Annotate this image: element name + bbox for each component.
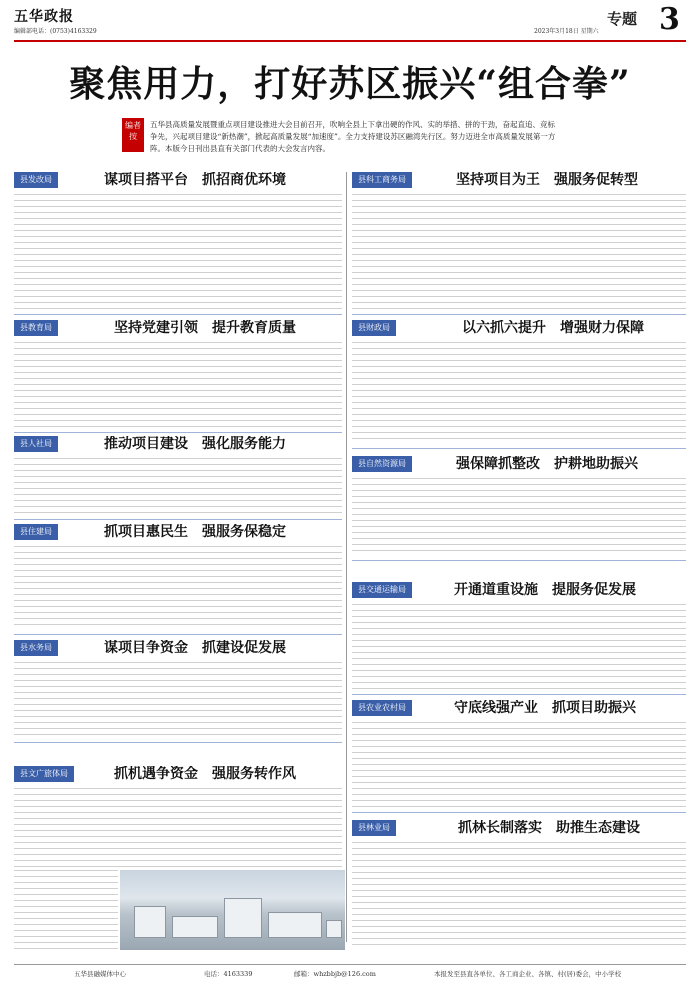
footer-distribution-note: 本报发至县直各单位、各工商企业、各镇、村(居)委会，中小学校	[434, 970, 622, 978]
page-footer	[14, 964, 686, 979]
article-title: 坚持项目为王 强服务促转型	[456, 172, 638, 188]
department-tag: 县教育局	[14, 320, 58, 336]
article-title: 强保障抓整改 护耕地助振兴	[456, 456, 638, 472]
article-body	[352, 478, 686, 556]
article-jtys	[352, 582, 686, 690]
article-body	[14, 342, 342, 428]
department-tag: 县水务局	[14, 640, 58, 656]
article-title: 抓机遇争资金 强服务转作风	[114, 766, 296, 782]
section-divider	[14, 742, 342, 743]
header-rule	[14, 40, 686, 42]
article-body	[14, 662, 342, 738]
section-divider	[14, 314, 342, 315]
footer-email: 邮箱：whzbbjb@126.com	[294, 970, 376, 978]
article-body	[14, 788, 342, 868]
section-divider	[352, 448, 686, 449]
article-nync	[352, 700, 686, 808]
article-rsj	[14, 436, 342, 516]
article-wglt-continued	[14, 870, 118, 950]
department-tag: 县林业局	[352, 820, 396, 836]
department-tag: 县科工商务局	[352, 172, 412, 188]
section-divider	[14, 432, 342, 433]
article-title: 谋项目搭平台 抓招商优环境	[104, 172, 286, 188]
article-body	[14, 546, 342, 630]
footer-publisher: 五华县融媒体中心	[74, 970, 126, 978]
department-tag: 县发改局	[14, 172, 58, 188]
article-title: 坚持党建引领 提升教育质量	[114, 320, 296, 336]
article-title: 推动项目建设 强化服务能力	[104, 436, 286, 452]
article-title: 开通道重设施 提服务促发展	[454, 582, 636, 598]
article-body	[352, 342, 686, 444]
article-title: 抓林长制落实 助推生态建设	[458, 820, 640, 836]
editor-note-label: 编者按	[122, 118, 144, 152]
county-town-photo	[120, 870, 345, 950]
section-divider	[352, 694, 686, 695]
article-body	[352, 722, 686, 808]
article-lyj	[352, 820, 686, 950]
article-body	[14, 194, 342, 310]
department-tag: 县人社局	[14, 436, 58, 452]
article-czj	[352, 320, 686, 444]
article-swj	[14, 640, 342, 738]
section-divider	[352, 560, 686, 561]
article-title: 以六抓六提升 增强财力保障	[462, 320, 644, 336]
article-body	[14, 870, 118, 950]
article-jyj	[14, 320, 342, 428]
article-wglt	[14, 766, 342, 868]
article-zrzy	[352, 456, 686, 556]
article-body	[352, 842, 686, 950]
department-tag: 县住建局	[14, 524, 58, 540]
column-divider	[346, 172, 347, 942]
issue-date: 2023年3月18日 星期六	[534, 28, 599, 35]
department-tag: 县自然资源局	[352, 456, 412, 472]
section-divider	[14, 519, 342, 520]
page-number: 3	[659, 2, 680, 37]
department-tag: 县交通运输局	[352, 582, 412, 598]
article-title: 守底线强产业 抓项目助振兴	[454, 700, 636, 716]
page-headline: 聚焦用力，打好苏区振兴“组合拳”	[69, 63, 631, 105]
section-divider	[14, 634, 342, 635]
editor-note-text: 五华县高质量发展暨重点项目建设推进大会目前召开，吹响全县上下拿出硬的作风、实的举措、拼的干劲，奋起直追、竞标争先，兴起项目建设“新热潮”，掀起高质量发展“加速度”。全力支持建设苏区融湾先行区。努力迈进全市高质量发展第一方阵。本版今日刊出县直有关部门代表的大会发言内容。	[150, 120, 556, 153]
article-title: 谋项目争资金 抓建设促发展	[104, 640, 286, 656]
department-tag: 县财政局	[352, 320, 396, 336]
article-zjj	[14, 524, 342, 630]
article-body	[352, 604, 686, 690]
section-divider	[352, 314, 686, 315]
article-title: 抓项目惠民生 强服务保稳定	[104, 524, 286, 540]
section-label: 专题	[607, 10, 638, 28]
article-body	[14, 458, 342, 516]
article-body	[352, 194, 686, 310]
footer-phone: 电话：4163339	[204, 970, 253, 978]
department-tag: 县文广旅体局	[14, 766, 74, 782]
paper-name: 五华政报	[14, 9, 74, 25]
masthead	[14, 2, 686, 42]
article-kgsw	[352, 172, 686, 310]
article-fgj	[14, 172, 342, 310]
editorial-phone: 编辑部电话：(0753)4163329	[14, 28, 97, 35]
department-tag: 县农业农村局	[352, 700, 412, 716]
section-divider	[352, 812, 686, 813]
